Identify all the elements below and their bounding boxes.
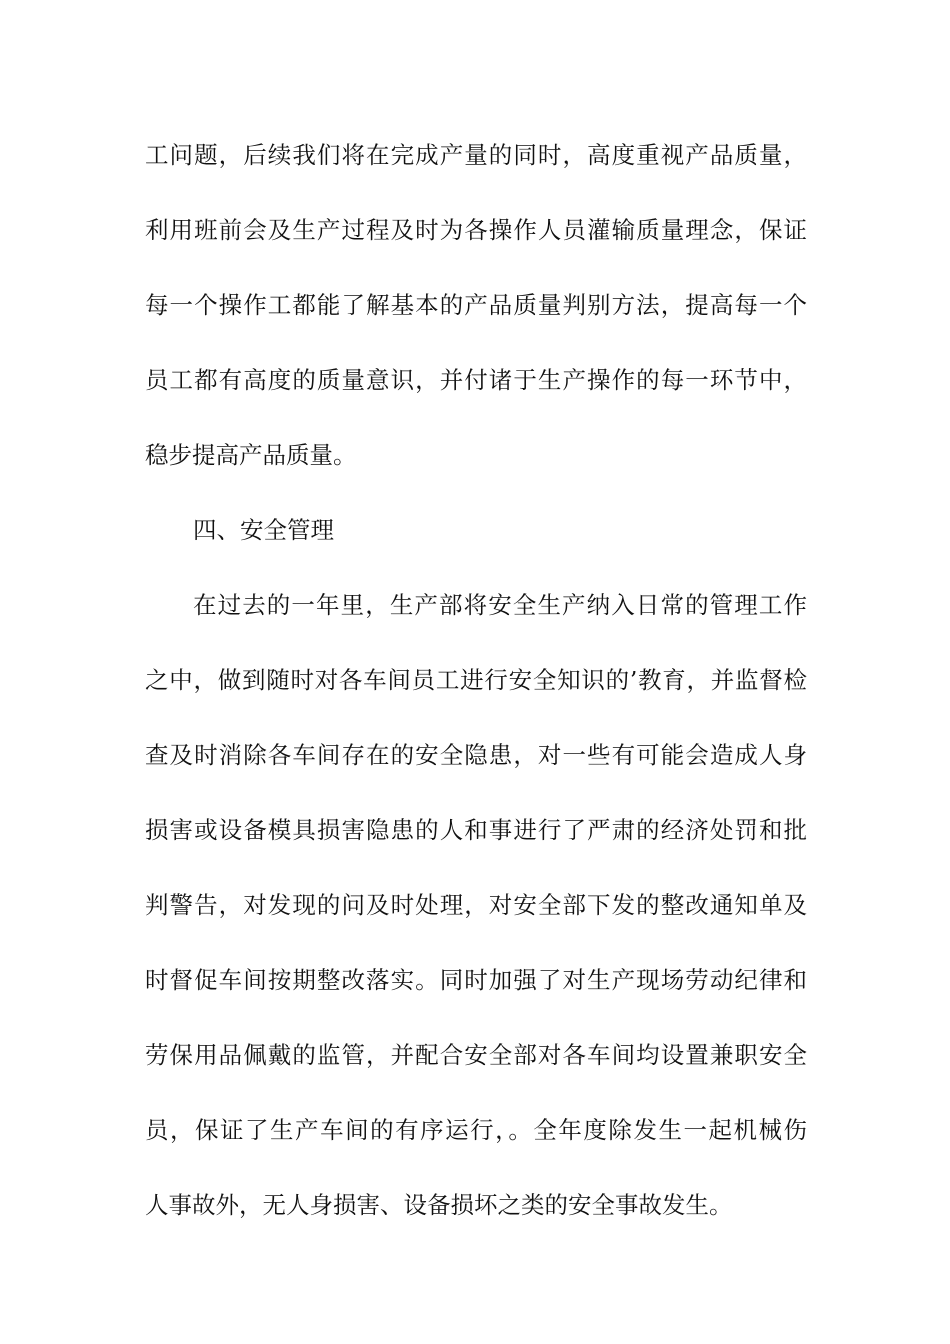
document-page [145,118,807,1243]
text-line: 稳步提高产品质量。 [145,441,357,469]
text-line: 每一个操作工都能了解基本的产品质量判别方法，提高每一个 [145,291,807,319]
text-line: 员，保证了生产车间的有序运行，。全年度除发生一起机械伤 [145,1116,807,1144]
text-line: 利用班前会及生产过程及时为各操作人员灌输质量理念，保证 [145,216,807,244]
text-line: 查及时消除各车间存在的安全隐患，对一些有可能会造成人身 [145,741,807,769]
text-line: 时督促车间按期整改落实。同时加强了对生产现场劳动纪律和 [145,966,807,994]
text-line: 员工都有高度的质量意识，并付诸于生产操作的每一环节中， [145,366,807,394]
text-line: 人事故外，无人身损害、设备损坏之类的安全事故发生。 [145,1191,733,1219]
text-line: 在过去的一年里，生产部将安全生产纳入日常的管理工作 [193,591,807,619]
text-line: 劳保用品佩戴的监管，并配合安全部对各车间均设置兼职安全 [145,1041,807,1069]
paragraph-safety [145,568,807,1243]
text-line: 损害或设备模具损害隐患的人和事进行了严肃的经济处罚和批 [145,816,807,844]
section-heading: 四、安全管理 [193,516,334,544]
text-line: 判警告，对发现的问及时处理，对安全部下发的整改通知单及 [145,891,807,919]
text-line: 之中，做到随时对各车间员工进行安全知识的’教育，并监督检 [145,666,807,694]
paragraph-quality [145,118,807,493]
text-line: 工问题，后续我们将在完成产量的同时，高度重视产品质量， [145,141,807,169]
